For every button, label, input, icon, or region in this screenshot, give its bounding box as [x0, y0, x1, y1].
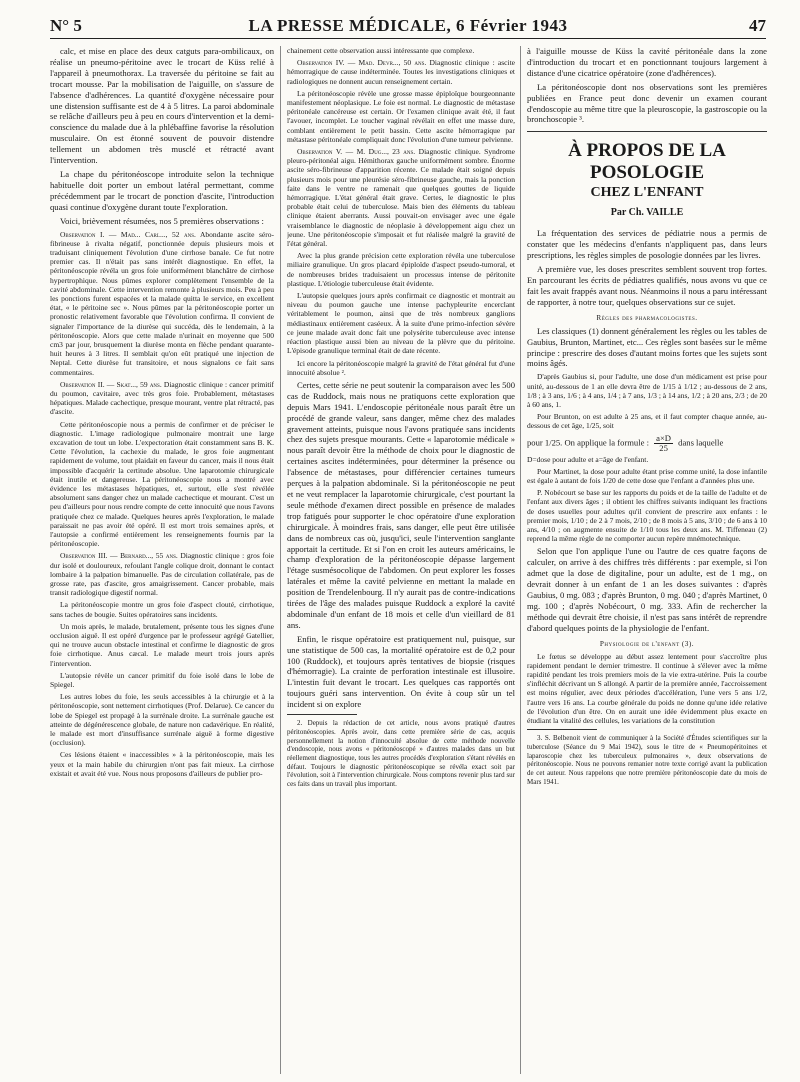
paragraph: chainement cette observation aussi intéressante que complexe. [287, 46, 475, 55]
column-2 [287, 46, 515, 1074]
observation-title: Observation II. — Skat..., 59 ans. [60, 379, 162, 389]
observation-5 [287, 147, 515, 248]
paragraph: D=dose pour adulte et a=âge de l'enfant. [527, 454, 649, 464]
article-author: Par Ch. VAILLE [610, 207, 684, 219]
paragraph: Pour Martinet, la dose pour adulte étant prise comme unité, la dose infantile est égale à autant de fois 1/20 de cette dose que l'enfant a d'années plus une. [527, 466, 767, 485]
observation-2 [50, 380, 274, 417]
paragraph: P. Nobécourt se base sur les rapports du poids et de la taille de l'adulte et de l'enfant aux divers âges ; il obtient les chiffres suivants indiquant les fractions de doses usuelles pour adultes qu'il convient de prescrire aux enfants : le premier mois, 1/10 ; de 2 à 7 mois, 2/10 ; de 8 mois à 5 ans, 3/10 ; de 6 ans à 10 ans, 4/10 ; on augmente ensuite de 1/10 tous les deux ans. M. Tiffeneau (2) reprend la même règle de ne comporter aucun repère mnémotechnique. [527, 488, 767, 544]
paragraph: à l'aiguille mousse de Küss la cavité péritonéale dans la zone d'introduction du trocart et en ponctionnant toujours largement à distance d'une cicatrice opératoire (zone d'adhérences). [527, 46, 767, 78]
observation-1 [50, 230, 274, 377]
paragraph: La péritonéoscopie dont nos observations sont les premières publiées en France peut donc devenir un examen courant d'endoscopie au même titre que la pleuroscopie, la gastroscopie ou la bronchoscopie ³. [527, 81, 767, 125]
article-title: À PROPOS DE LA POSOLOGIE [568, 140, 726, 184]
observation-title: Observation III. — Bernard..., 55 ans. [60, 551, 178, 561]
observation-4 [287, 58, 515, 86]
footnote-rule [287, 714, 357, 715]
formula-fraction [654, 434, 673, 453]
paragraph: La péritonéoscopie révèle une grosse masse épiploïque bourgeonnante manifestement néoplasique. Le foie est normal. Le diagnostic de métastase péritonéale cancéreuse est certain. Or l'examen clinique avait été, il faut l'avouer, incomplet. Le toucher vaginal révélait en effet une masse dure, comblant entièrement le petit bassin. Cette ascite hémorragique par métastase péritonéale compliquait donc l'évolution d'une tumeur pelvienne. [287, 88, 515, 144]
observation-text: Abondante ascite séro-fibrineuse à rivalta négatif, ponctionnée depuis plusieurs mois et traduisant cliniquement l'évolution d'une cirrhose banale. Ce fut notre premier cas. Il n'était pas sans intérêt diagnostique. En effet, la péritonéoscopie révéla un gros foie uniformément blanchâtre de cirrhose hypertrophique. Nous pûmes explorer complètement l'ensemble de la cavité abdominale. Cette intervention remonte à plusieurs mois. Peu à peu les ponctions furent espacées et la malade quitta le service, en excellent état, « le péritoine sec ». Nous pûmes par la péritonéoscopie porter un pronostic relativement favorable que l'évolution confirma. Il convient de signaler l'importance de la diurèse qui succéda, dès le lendemain, à la péritonéoscopie. Alors que cette malade n'urinait en moyenne que 500 cm3 par jour, brusquement la diurèse monta en flèche pendant quarante-huit heures à 3 litres. Il semblait qu'on eût pratiqué une injection de Neptal. Cette diurèse fut transitoire, et nous signalons ce fait sans commentaires. [50, 229, 274, 377]
article-subtitle: CHEZ L'ENFANT [590, 185, 704, 201]
paragraph: Ici encore la péritonéoscopie malgré la gravité de l'état général fut d'une innocuité absolue ². [287, 358, 515, 377]
paragraph: calc, et mise en place des deux catguts para-ombilicaux, on réalise un pneumo-péritoine avec le trocart de Küss relié à l'appareil à pneumothorax. La traversée du péritoine se fait au trocart mousse. Par la mobilisation de l'aiguille, on s'assure de l'absence d'adhérences. La quantité d'oxygène nécessaire pour une distension suffisante est de 4 à 5 litres. La paroi abdominale se relâche d'ailleurs peu à peu en cours d'intervention et la demi-conscience du malade due à la phlébaffine favorise la résolution musculaire. On est étonné souvent de pouvoir distendre tellement un abdomen très musclé et rétracté avant l'intervention. [50, 46, 274, 166]
paragraph: Cette péritonéoscopie nous a permis de confirmer et de préciser le diagnostic. L'image radiologique pulmonaire montrait une large excavation de tout un lobe. L'expectoration était constamment sans B. K. Cette l'évolution, la cachexie du malade, le gros foie augmentant rapidement de volume, tout plaidait en faveur du cancer, mais il nous était impossible d'acquérir la certitude absolue. Une laparotomie chirurgicale était inutile et dangereuse. La péritonéoscopie nous a montré avec évidence les métastases hépatiques, et, surtout, elle s'est révélée absolument sans danger chez un malade cachectique et mourant. C'est un peu d'ailleurs pour nous rendre compte de cette innocuité que nous l'avons pratiquée chez ce malade. Quelques heures après l'exploration, le malade paraissait ne pas avoir été opéré. Il est mort trois semaines après, et l'autopsie a confirmé entièrement les renseignements fournis par la péritonéoscopie. [50, 419, 274, 549]
formula-suffix: dans laquelle [678, 437, 724, 447]
paragraph: Un mois après, le malade, brutalement, présente tous les signes d'une occlusion aiguë. Il est opéré d'urgence par le professeur agrégé Gatellier, qui ne trouve aucun obstacle intestinal et confirme le diagnostic de gros foie cirrhotique. Anus cæcal. Le malade meurt trois jours après l'intervention. [50, 621, 274, 668]
masthead-title: LA PRESSE MÉDICALE, 6 Février 1943 [248, 16, 568, 35]
paragraph: Les classiques (1) donnent généralement les règles ou les tables de Gaubius, Brunton, Martinet, etc... Ces règles sont basées sur le même principe : prescrire des doses d'autant moins fortes que les sujets sont moins âgés. [527, 325, 767, 369]
formula-numerator: a×D [656, 432, 671, 443]
paragraph: Ces lésions étaient « inaccessibles » à la péritonéoscopie, mais les yeux et la main habile du chirurgien n'ont pas fait mieux. La cirrhose existait et avait été vue. Nous nous proposons d'ailleurs de publier pro- [50, 750, 274, 778]
observation-text: Diagnostic clinique : cancer primitif du poumon, cavitaire, avec très gros foie. Probablement, métastases hépatiques. Malade cachectique, presque mourant, ventre plat rétracté, pas d'ascite. [50, 379, 274, 417]
observation-title: Observation IV. — Mad. Devr..., 50 ans. [297, 58, 427, 68]
column-divider [520, 46, 521, 1074]
observation-title: Observation I. — Mad... Carl..., 52 ans. [60, 229, 196, 239]
paragraph: La péritonéoscopie montre un gros foie d'aspect clouté, cirrhotique, sans taches de bougie. Suites opératoires sans incidents. [50, 600, 274, 619]
section-heading: Physiologie de l'enfant (3). [599, 639, 695, 648]
paragraph: L'autopsie quelques jours après confirmait ce diagnostic et montrait au niveau du poumon gauche une intense pachypleurite encerclant véritablement le poumon, ainsi que de très nombreux ganglions médiastinaux entièrement caséeux. À la suite d'une primo-infection sévère ce jeune malade avait donc fait une polysérite tuberculeuse avec intense réaction plastique aussi bien au niveau de la plèvre que du péritoine. L'épisode granulique terminal était de date récente. [287, 291, 515, 356]
observation-title: Observation V. — M. Dug..., 23 ans. [297, 147, 416, 157]
observation-text: Diagnostic clinique. Syndrome pleuro-péritonéal aigu. Hémithorax gauche uniformément sombre. Énorme ascite séro-fibrineuse d'apparition récente. Ce malade était soigné depuis plusieurs mois pour une pleurésie séro-fibrineuse gauche, mais la ponction faite dans le ventre ne ramenait que quelques gouttes de liquide hémorragique. L'état général était grave. Certes, le diagnostic le plus probable était celui de tuberculose. Mais bien des éléments du tableau clinique étaient aberrants. Aussi pouvait-on envisager avec une égale vraisemblance le diagnostic de néoplasie à développement aigu chez un jeune. Une péritonéoscopie s'imposait et fut réalisée malgré la gravité de l'état général. [287, 147, 515, 249]
paragraph: L'autopsie révèle un cancer primitif du foie isolé dans le lobe de Spiegel. [50, 670, 274, 690]
paragraph: Avec la plus grande précision cette exploration révéla une tuberculose miliaire granulique. Un gros placard épiploïde d'aspect pseudo-tumoral, et de nombreuses brides traduisaient un processus intense de péritonite plastique. L'étiologie tuberculeuse était évidente. [287, 251, 515, 288]
column-1 [50, 46, 274, 1074]
paragraph: Les autres lobes du foie, les seuls accessibles à la chirurgie et à la péritonéoscopie, sont nettement cirrhotiques (Prof. Delarue). Ce cancer du lobe de Spiegel est propagé à la surrénale droite. La surrénale gauche est atteinte de dégénérescence globale, de nature non cadavérique. En réalité, le malade est mort d'insuffisance surrénale aiguë à forme digestive (occlusion). [50, 692, 274, 748]
page-header [50, 14, 766, 38]
header-rule [50, 38, 766, 39]
footnote-rule [527, 729, 597, 730]
paragraph: La chape du péritonéoscope introduite selon la technique habituelle doit porter un embout latéral permettant, comme précédemment par le trocart de ponction d'ascite, l'introduction quasi continue d'oxygène durant toute l'exploration. [50, 168, 274, 212]
observation-text: Diagnostic clinique : ascite hémorragique de cause indéterminée. Toutes les investigations cliniques et radiologiques ne donnent aucun renseignement certain. [287, 58, 515, 86]
paragraph: Enfin, le risque opératoire est pratiquement nul, puisque, sur une statistique de 500 cas, la mortalité opératoire est de 0,2 pour 100 (Ruddock), et toujours après tentatives de biopsie (risques d'hémorragie). La crainte de perforation intestinale est illusoire. L'intestin fuit devant le trocart. Les quelques cas rapportés ont toujours guéri sans intervention. On évite à coup sûr un tel incident si on explore [287, 633, 515, 710]
formula-denominator: 25 [659, 442, 668, 453]
paragraph: Selon que l'on applique l'une ou l'autre de ces quatre façons de calculer, on arrive à des chiffres très différents : par exemple, si l'on admet que la dose de digitaline, pour un adulte, est de 1 mg., on devrait donner à un enfant de 1 an les doses suivantes : d'après Gaubius, 0 mg. 083 ; d'après Brunton, 0 mg. 040 ; d'après Martinet, 0 mg. 100 ; d'après Nobécourt, 0 mg. 333. Afin de rechercher la méthode qui devrait être choisie, il n'est pas sans intérêt de reprendre d'abord quelques points de la physiologie de l'enfant. [527, 546, 767, 633]
paragraph: Voici, brièvement résumées, nos 5 premières observations : [60, 215, 264, 226]
paragraph: D'après Gaubius si, pour l'adulte, une dose d'un médicament est prise pour unité, au-dessous de 1 an elle devra être de 1/15 à 1/12 ; au-dessous de 2 ans, 1/8 ; à 3 ans, 1/6 ; à 4 ans, 1/4 ; à 7 ans, 1/3 ; à 14 ans, 1/2 ; à 20 ans, 2/3 ; de 20 à 60 ans, 1. [527, 372, 767, 409]
paragraph: La fréquentation des services de pédiatrie nous a permis de constater que les médecins d'enfants n'appliquent pas, dans leurs prescriptions, les règles simples de posologie données par les livres. [527, 228, 767, 261]
paragraph: Certes, cette série ne peut soutenir la comparaison avec les 500 cas de Ruddock, mais nous ne pratiquons cette exploration que depuis Mars 1941. L'endoscopie péritonéale nous paraît être un procédé de grande valeur, sans danger, même chez des malades gravement atteints, puisque nous l'avons pratiquée sans incidents chez des sujets presque mourants. Cette « laparotomie médicale » nous paraît devoir être la méthode de choix pour le diagnostic de certaines ascites indéterminées, pour déterminer la présence ou l'absence de métastases, pour différencier certaines tumeurs perçues à la palpation abdominale. Si la péritonéoscopie ne peut et ne veut remplacer la laparotomie chirurgicale, c'est pourtant la seule méthode d'examen direct possible en présence de malades trop fatigués pour supporter le choc opératoire d'une exploration chirurgicale. À moindres frais, sans danger, elle peut être utilisée dans de nombreux cas où, jusqu'ici, seule l'intervention sanglante apportait la certitude. Et si l'on en croit les auteurs américains, le champ d'exploration de la péritonéoscopie dépasse largement l'étage susmésocolique de l'abdomen. On peut explorer les fosses latérales et même la cavité pelvienne en mettant la malade en position de Trendelenbourg. Il n'y aurait pas de contre-indications tirées de l'âge des malades puisque Ruddock a exploré la cavité abdominale d'un enfant de 18 mois et celle d'un vieillard de 81 ans. [287, 379, 515, 630]
paragraph: A première vue, les doses prescrites semblent souvent trop fortes. En parcourant les écrits de pédiatres qualifiés, nous avons vu que ce fait les avait frappés avant nous. Néanmoins il nous a paru intéressant de rapporter, à notre tour, quelques observations sur ce sujet. [527, 264, 767, 307]
formula-prefix: pour 1/25. On applique la formule : [527, 437, 649, 447]
observation-text: Diagnostic clinique : gros foie dur isolé et douloureux, refoulant l'angle colique droit, donnant le contact lombaire à la palpation bimanuelle. Pas de circulation collatérale, pas de grosse rate, pas d'ascite, gros amaigrissement. Cancer probable, mais transit radiologique digestif normal. [50, 551, 274, 598]
footnote-3: 3. S. Belbenoit vient de communiquer à la Société d'Études scientifiques sur la tuberculose (Séance du 9 Mai 1942), sous le titre de « Pneumopéritoines et laparoscopie chez les tuberculeux pulmonaires », deux observations de péritonéoscopie. Nous ne pouvons remanier notre texte corrigé avant la publication de cet auteur. Nous rappelons que notre première péritonéoscopie date du mois de Mars 1941. [527, 734, 767, 786]
paragraph: Le fœtus se développe au début assez lentement pour s'accroître plus rapidement pendant le dernier trimestre. Il continue à s'élever avec la même rapidité pendant les trois premiers mois de la vie extra-utérine. Puis la courbe s'infléchit décrivant un S allongé. A partir de la première année, l'accroissement est moins régulier, avec deux périodes d'accélération, l'une vers 5 ans 1/2, l'autre vers 16 ans. La courbe générale du poids ne donne qu'une idée relative de l'évolution d'un être. On en aurait une idée évidemment plus exacte en étudiant la vitalité des cellules, les variations de la constitution [527, 651, 767, 726]
column-divider [280, 46, 281, 1074]
footnote-2: 2. Depuis la rédaction de cet article, nous avons pratiqué d'autres péritonéoscopies. Après avoir, dans cette première série de cas, acquis personnellement la notion d'innocuité absolue de cette méthode nouvelle d'endoscopie, nous avons « péritonéoscopé » d'autres malades dans un but réellement diagnostique, tous les autres procédés d'exploration s'étant révélés en défaut. Toujours le diagnostic péritonéoscopique se révéla exact soit par l'évolution, soit à l'intervention chirurgicale. Nous comptons revenir plus tard sur ces faits dans un travail plus important. [287, 719, 515, 789]
observation-3 [50, 551, 274, 597]
paragraph: Pour Brunton, on est adulte à 25 ans, et il faut compter chaque année, au-dessous de cet âge, 1/25, soit [527, 412, 767, 431]
section-heading: Règles des pharmacologistes. [596, 313, 698, 322]
article-separator [527, 131, 767, 132]
column-3 [527, 46, 767, 1074]
brunton-formula [527, 434, 767, 453]
issue-number: N° 5 [50, 16, 82, 35]
page-number: 47 [749, 16, 766, 35]
